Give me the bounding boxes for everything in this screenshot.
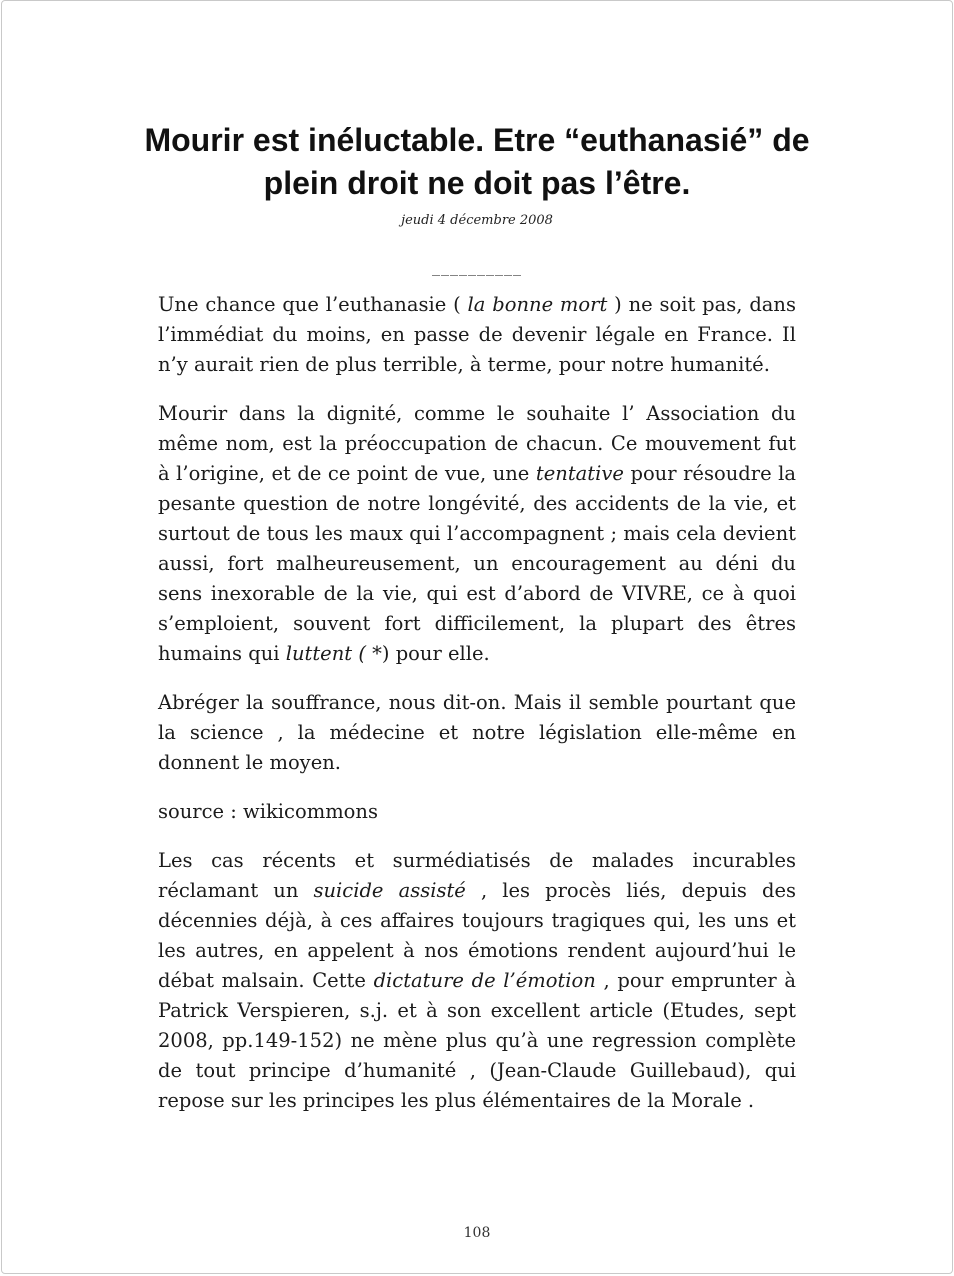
paragraph-suffering: Abréger la souffrance, nous dit-on. Mais il semble pourtant que la science , la médecine et notre législation elle-même en donnent le moyen. [158,691,796,775]
source-line: source : wikicommons [158,800,378,824]
post-date: jeudi 4 décembre 2008 [401,213,553,229]
paragraph-cases: Les cas récents et surmédiatisés de malades incurables réclamant un suicide assisté , les procès liés, depuis des décennies déjà, à ces affaires toujours tragiques qui, les uns et les autres, en appelent à nos émotions rendent aujourd’hui le débat malsain. Cette dictature de l’émotion , pour emprunter à Patrick Verspieren, s.j. et à son excellent article (Etudes, sept 2008, pp.149-152) ne mène plus qu’à une regression complète de tout principe d’humanité , (Jean-Claude Guillebaud), qui repose sur les principes les plus élémentaires de la Morale . [158,849,797,1113]
title-block [137,119,817,228]
article-body [158,290,796,1116]
separator-line: __________ [432,257,522,277]
page-number: 108 [463,1225,491,1241]
page-title: Mourir est inéluctable. Etre “euthanasié” de plein droit ne doit pas l’être. [144,122,810,202]
paragraph-dignity: Mourir dans la dignité, comme le souhaite l’ Association du même nom, est la préoccupation de chacun. Ce mouvement fut à l’origine, et de ce point de vue, une tentative pour résoudre la pesante question de notre longévité, des accidents de la vie, et surtout de tous les maux qui l’accompagnent ; mais cela devient aussi, fort malheureusement, un encouragement au déni du sens inexorable de la vie, qui est d’abord de VIVRE, ce à quoi s’emploient, souvent fort difficilement, la plupart des êtres humains qui luttent ( *) pour elle. [158,402,796,666]
paragraph-intro: Une chance que l’euthanasie ( la bonne mort ) ne soit pas, dans l’immédiat du moins, en passe de devenir légale en France. Il n’y aurait rien de plus terrible, à terme, pour notre humanité. [158,293,796,377]
document-page [1,0,953,1274]
